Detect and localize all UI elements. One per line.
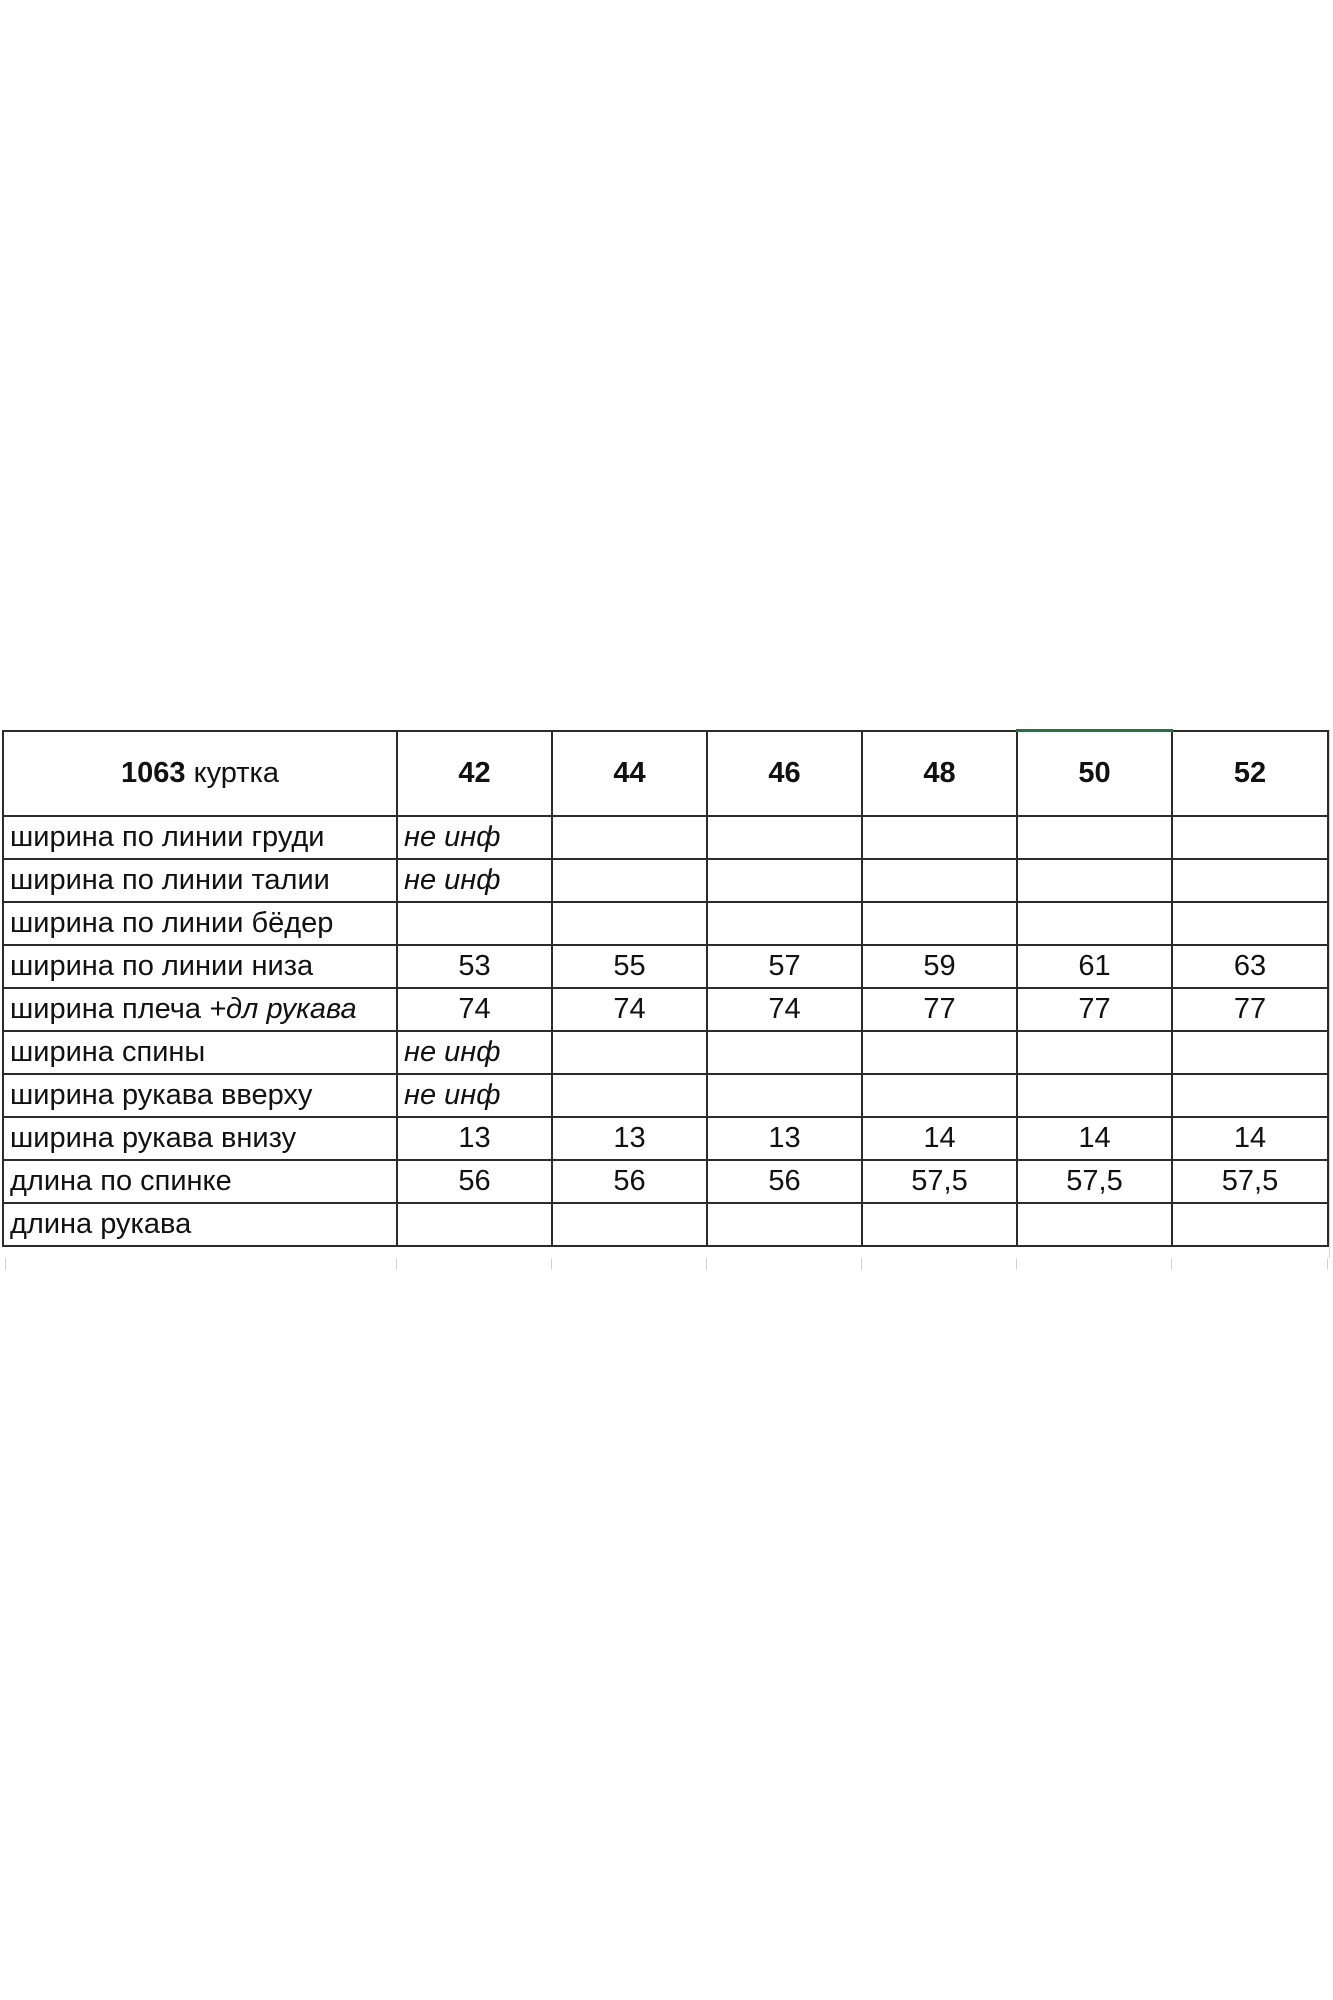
size-value-cell[interactable]: 77 xyxy=(862,988,1017,1031)
size-value-cell[interactable]: не инф xyxy=(397,1031,552,1074)
table-row xyxy=(3,816,1328,859)
table-row xyxy=(3,1074,1328,1117)
size-value-cell[interactable] xyxy=(862,1031,1017,1074)
size-value-cell[interactable] xyxy=(552,859,707,902)
measurement-label: ширина спины xyxy=(10,1036,206,1068)
size-header-48[interactable]: 48 xyxy=(862,731,1017,817)
table-title-cell[interactable] xyxy=(3,731,397,817)
size-value-cell[interactable]: 74 xyxy=(397,988,552,1031)
measurement-label-cell[interactable] xyxy=(3,988,397,1031)
size-header-46[interactable]: 46 xyxy=(707,731,862,817)
size-value-cell[interactable] xyxy=(1017,1203,1172,1246)
table-row xyxy=(3,1160,1328,1203)
measurement-label: длина по спинке xyxy=(10,1165,232,1197)
size-value-cell[interactable] xyxy=(552,902,707,945)
size-value-cell[interactable] xyxy=(1172,1074,1328,1117)
product-code: 1063 xyxy=(121,756,186,789)
size-value-cell[interactable]: 74 xyxy=(707,988,862,1031)
header-row xyxy=(3,731,1328,817)
size-value-cell[interactable]: 57,5 xyxy=(1017,1160,1172,1203)
size-chart-table xyxy=(2,729,1329,1247)
measurement-label-cell[interactable] xyxy=(3,1074,397,1117)
size-value-cell[interactable] xyxy=(1017,816,1172,859)
size-value-cell[interactable] xyxy=(552,1203,707,1246)
size-value-cell[interactable] xyxy=(1017,1031,1172,1074)
size-value-cell[interactable] xyxy=(707,816,862,859)
measurement-label: ширина по линии талии xyxy=(10,864,330,896)
table-row xyxy=(3,945,1328,988)
size-value-cell[interactable]: 77 xyxy=(1172,988,1328,1031)
measurement-label-cell[interactable] xyxy=(3,1160,397,1203)
table-row xyxy=(3,1117,1328,1160)
size-value-cell[interactable] xyxy=(552,816,707,859)
size-value-cell[interactable] xyxy=(1172,859,1328,902)
size-value-cell[interactable] xyxy=(1172,902,1328,945)
measurement-label-cell[interactable] xyxy=(3,816,397,859)
size-value-cell[interactable]: 53 xyxy=(397,945,552,988)
size-value-cell[interactable] xyxy=(707,902,862,945)
size-header-52[interactable]: 52 xyxy=(1172,731,1328,817)
size-value-cell[interactable]: не инф xyxy=(397,1074,552,1117)
measurement-label-cell[interactable] xyxy=(3,945,397,988)
measurement-label: ширина по линии низа xyxy=(10,950,314,982)
measurement-label-cell[interactable] xyxy=(3,1117,397,1160)
size-value-cell[interactable] xyxy=(707,1074,862,1117)
size-value-cell[interactable] xyxy=(552,1074,707,1117)
measurement-label: ширина по линии бёдер xyxy=(10,907,334,939)
sheet-gridline-stubs xyxy=(0,1258,1333,1270)
size-value-cell[interactable] xyxy=(1017,902,1172,945)
size-value-cell[interactable] xyxy=(1172,816,1328,859)
size-value-cell[interactable] xyxy=(707,859,862,902)
size-value-cell[interactable] xyxy=(397,902,552,945)
size-value-cell[interactable] xyxy=(862,816,1017,859)
size-value-cell[interactable]: 57,5 xyxy=(862,1160,1017,1203)
size-value-cell[interactable] xyxy=(862,1203,1017,1246)
size-value-cell[interactable] xyxy=(862,859,1017,902)
size-value-cell[interactable]: 14 xyxy=(1017,1117,1172,1160)
size-value-cell[interactable]: 77 xyxy=(1017,988,1172,1031)
measurement-label-cell[interactable] xyxy=(3,1203,397,1246)
product-name: куртка xyxy=(185,756,279,789)
measurement-label-note: +дл рукава xyxy=(209,993,357,1025)
size-value-cell[interactable]: 56 xyxy=(707,1160,862,1203)
table-row xyxy=(3,859,1328,902)
measurement-label: ширина плеча xyxy=(10,993,210,1025)
sheet-gridline xyxy=(1329,729,1330,1258)
size-value-cell[interactable]: 61 xyxy=(1017,945,1172,988)
size-value-cell[interactable]: 56 xyxy=(552,1160,707,1203)
size-header-42[interactable]: 42 xyxy=(397,731,552,817)
table-row xyxy=(3,902,1328,945)
size-chart-sheet xyxy=(2,729,1333,1271)
measurement-label: ширина рукава вверху xyxy=(10,1079,313,1111)
size-value-cell[interactable] xyxy=(1172,1203,1328,1246)
size-value-cell[interactable]: 74 xyxy=(552,988,707,1031)
table-row xyxy=(3,988,1328,1031)
size-value-cell[interactable]: 13 xyxy=(552,1117,707,1160)
measurement-label: ширина по линии груди xyxy=(10,821,325,853)
size-value-cell[interactable] xyxy=(707,1203,862,1246)
measurement-label-cell[interactable] xyxy=(3,859,397,902)
size-value-cell[interactable]: 59 xyxy=(862,945,1017,988)
size-value-cell[interactable]: 63 xyxy=(1172,945,1328,988)
size-value-cell[interactable]: 56 xyxy=(397,1160,552,1203)
size-value-cell[interactable]: 13 xyxy=(397,1117,552,1160)
size-value-cell[interactable] xyxy=(862,902,1017,945)
measurement-label-cell[interactable] xyxy=(3,902,397,945)
size-header-44[interactable]: 44 xyxy=(552,731,707,817)
size-value-cell[interactable]: 14 xyxy=(1172,1117,1328,1160)
size-value-cell[interactable]: не инф xyxy=(397,859,552,902)
size-value-cell[interactable]: не инф xyxy=(397,816,552,859)
size-value-cell[interactable] xyxy=(1172,1031,1328,1074)
size-value-cell[interactable]: 14 xyxy=(862,1117,1017,1160)
size-value-cell[interactable] xyxy=(707,1031,862,1074)
size-value-cell[interactable] xyxy=(397,1203,552,1246)
size-value-cell[interactable]: 57 xyxy=(707,945,862,988)
size-value-cell[interactable] xyxy=(1017,1074,1172,1117)
measurement-label: ширина рукава внизу xyxy=(10,1122,297,1154)
size-value-cell[interactable] xyxy=(862,1074,1017,1117)
measurement-label-cell[interactable] xyxy=(3,1031,397,1074)
size-value-cell[interactable]: 55 xyxy=(552,945,707,988)
size-header-50-selected[interactable]: 50 xyxy=(1017,731,1172,817)
table-row xyxy=(3,1203,1328,1246)
table-row xyxy=(3,1031,1328,1074)
size-value-cell[interactable] xyxy=(552,1031,707,1074)
size-value-cell[interactable] xyxy=(1017,859,1172,902)
size-value-cell[interactable]: 13 xyxy=(707,1117,862,1160)
measurement-label: длина рукава xyxy=(10,1208,192,1240)
size-value-cell[interactable]: 57,5 xyxy=(1172,1160,1328,1203)
